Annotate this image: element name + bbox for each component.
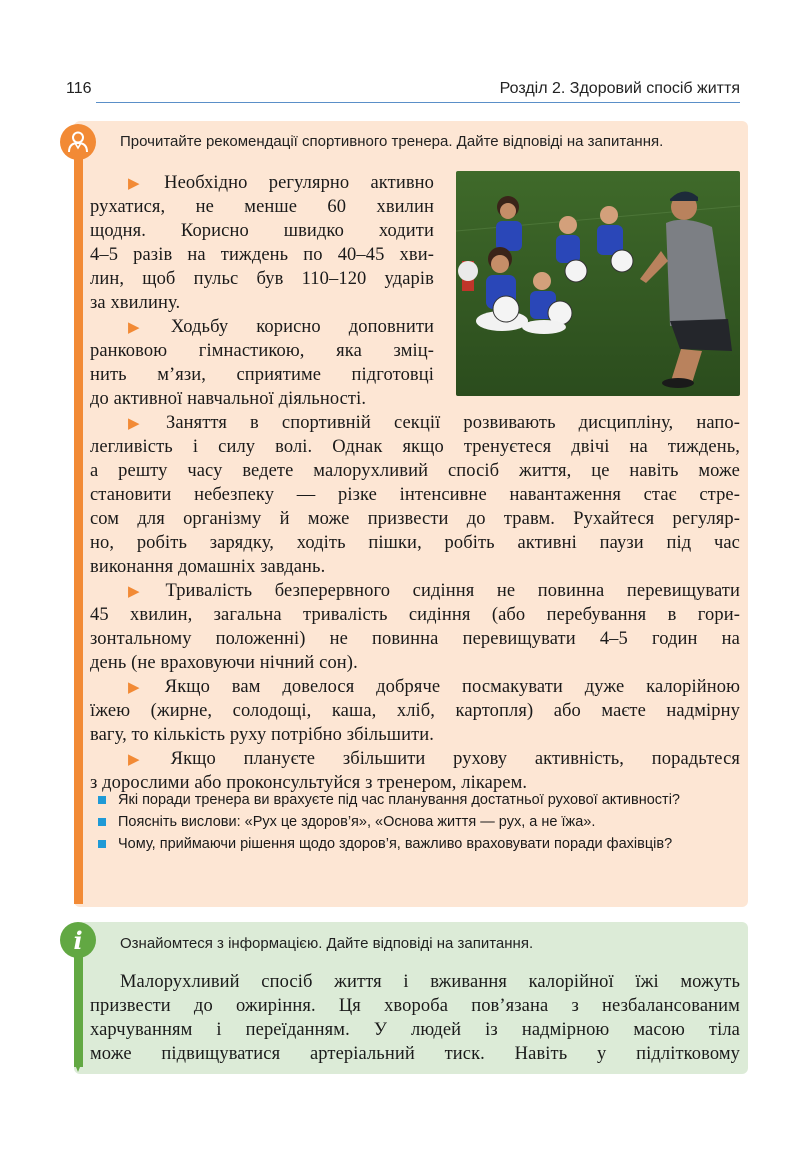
text-line: лин, щоб пульс був 110–120 ударів xyxy=(90,269,434,289)
arrow-bullet-icon: ▶ xyxy=(128,582,158,600)
text-line: день (не враховуючи нічний сон). xyxy=(90,653,358,673)
text-line: 45 хвилин, загальна тривалість сидіння (або перебування в гори- xyxy=(90,605,740,625)
coach-icon xyxy=(60,124,96,160)
coach-with-kids-photo xyxy=(456,171,740,396)
text-line: Малорухливий спосіб життя і вживання калорійної їжі можуть xyxy=(120,972,740,992)
text-line: за хвилину. xyxy=(90,293,181,313)
text-line: зонтальному положенні) не повинна перевищувати 4–5 годин на xyxy=(90,629,740,649)
text-line: ▶ Необхідно регулярно активно xyxy=(128,173,434,193)
question-item: Поясніть вислови: «Рух це здоров’я», «Основа життя — рух, а не їжа». xyxy=(98,812,740,833)
running-head: Розділ 2. Здоровий спосіб життя xyxy=(499,80,740,97)
text-line: становити небезпеку — різке інтенсивне навантаження стає стре- xyxy=(90,485,740,505)
square-bullet-icon xyxy=(98,796,106,804)
text-line: ▶ Якщо плануєте збільшити рухову активність, порадьтеся xyxy=(128,749,740,769)
text-line: но, робіть зарядку, ходіть пішки, робіть активні паузи під час xyxy=(90,533,740,553)
text-line: з дорослими або проконсультуйся з тренером, лікарем. xyxy=(90,773,528,793)
text-line: ▶ Тривалість безперервного сидіння не повинна перевищувати xyxy=(128,581,740,601)
text-line: вагу, то кількість руху потрібно збільшити. xyxy=(90,725,434,745)
header-divider xyxy=(96,102,740,103)
arrow-down-icon xyxy=(74,1062,82,1072)
text-line: ▶ Заняття в спортивній секції розвивають дисципліну, напо- xyxy=(128,413,740,433)
text-line: сом для організму й може призвести до травм. Рухайтеся регуляр- xyxy=(90,509,740,529)
page-number: 116 xyxy=(66,80,92,97)
page-header xyxy=(66,80,740,104)
question-item: Які поради тренера ви врахуєте під час планування достатньої рухової активності? xyxy=(98,790,740,811)
text-line: рухатися, не менше 60 хвилин xyxy=(90,197,434,217)
text-line: ранковою гімнастикою, яка зміц- xyxy=(90,341,434,361)
question-item: Чому, приймаючи рішення щодо здоров’я, важливо враховувати поради фахівців? xyxy=(98,834,740,855)
info-panel-accent-bar xyxy=(74,945,83,1067)
text-line: ▶ Якщо вам довелося добряче посмакувати дуже калорійною xyxy=(128,677,740,697)
arrow-bullet-icon: ▶ xyxy=(128,174,157,192)
text-line: легливість і силу волі. Однак якщо тренуєтеся двічі на тиждень, xyxy=(90,437,740,457)
arrow-bullet-icon: ▶ xyxy=(128,318,163,336)
text-line: 4–5 разів на тиждень по 40–45 хви- xyxy=(90,245,434,265)
text-line: ▶ Ходьбу корисно доповнити xyxy=(128,317,434,337)
text-line: нить м’язи, сприятиме підготовці xyxy=(90,365,434,385)
text-line: щодня. Корисно швидко ходити xyxy=(90,221,434,241)
text-line: до активної навчальної діяльності. xyxy=(90,389,367,409)
coach-questions-list xyxy=(98,790,740,856)
arrow-bullet-icon: ▶ xyxy=(128,678,157,696)
arrow-bullet-icon: ▶ xyxy=(128,414,158,432)
text-line: а решту часу ведете малорухливий спосіб життя, це навіть може xyxy=(90,461,740,481)
text-line: призвести до ожиріння. Ця хвороба пов’язана з незбалансованим xyxy=(90,996,740,1016)
text-line: може підвищуватися артеріальний тиск. Навіть у підлітковому xyxy=(90,1044,740,1064)
square-bullet-icon xyxy=(98,818,106,826)
text-line: виконання домашніх завдань. xyxy=(90,557,326,577)
square-bullet-icon xyxy=(98,840,106,848)
text-line: їжею (жирне, солодощі, каша, хліб, картопля) або маєте надмірну xyxy=(90,701,740,721)
arrow-bullet-icon: ▶ xyxy=(128,750,163,768)
coach-panel-accent-bar xyxy=(74,140,83,904)
info-icon: i xyxy=(60,922,96,958)
info-task-instruction: Ознайомтеся з інформацією. Дайте відповіді на запитання. xyxy=(120,935,534,952)
coach-task-instruction: Прочитайте рекомендації спортивного тренера. Дайте відповіді на запитання. xyxy=(120,133,664,150)
text-line: харчуванням і переїданням. У людей із надмірною масою тіла xyxy=(90,1020,740,1040)
